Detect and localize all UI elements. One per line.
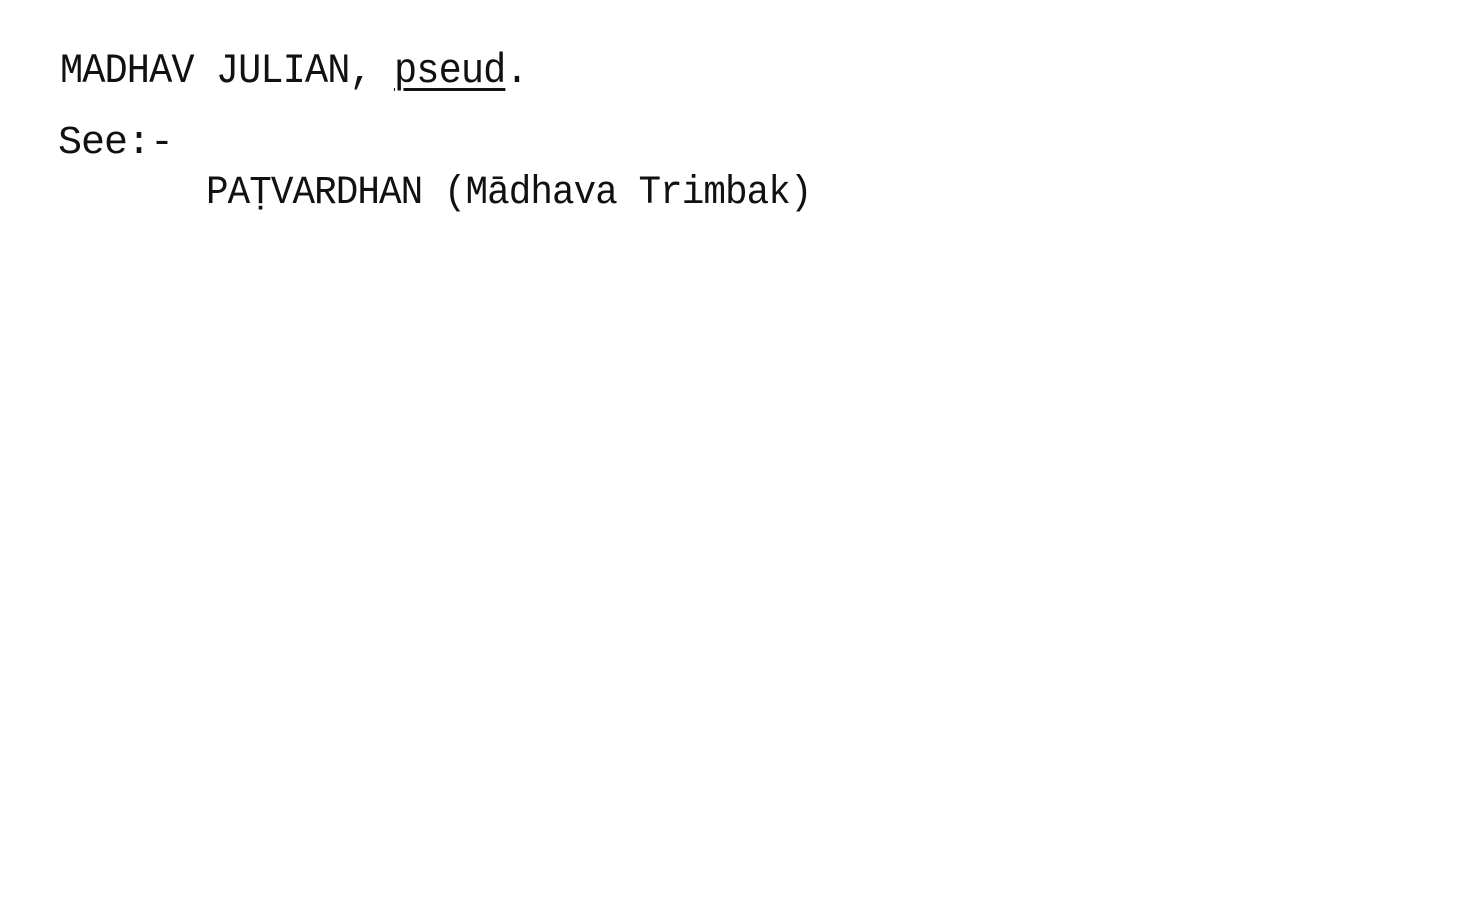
heading-name: MADHAV JULIAN, [60, 47, 372, 95]
heading-period: . [505, 47, 528, 95]
heading-line [60, 47, 528, 95]
see-label: See:- [58, 121, 174, 166]
see-reference: PAṬVARDHAN (Mādhava Trimbak) [206, 171, 812, 216]
heading-qualifier: pseud [394, 47, 506, 95]
